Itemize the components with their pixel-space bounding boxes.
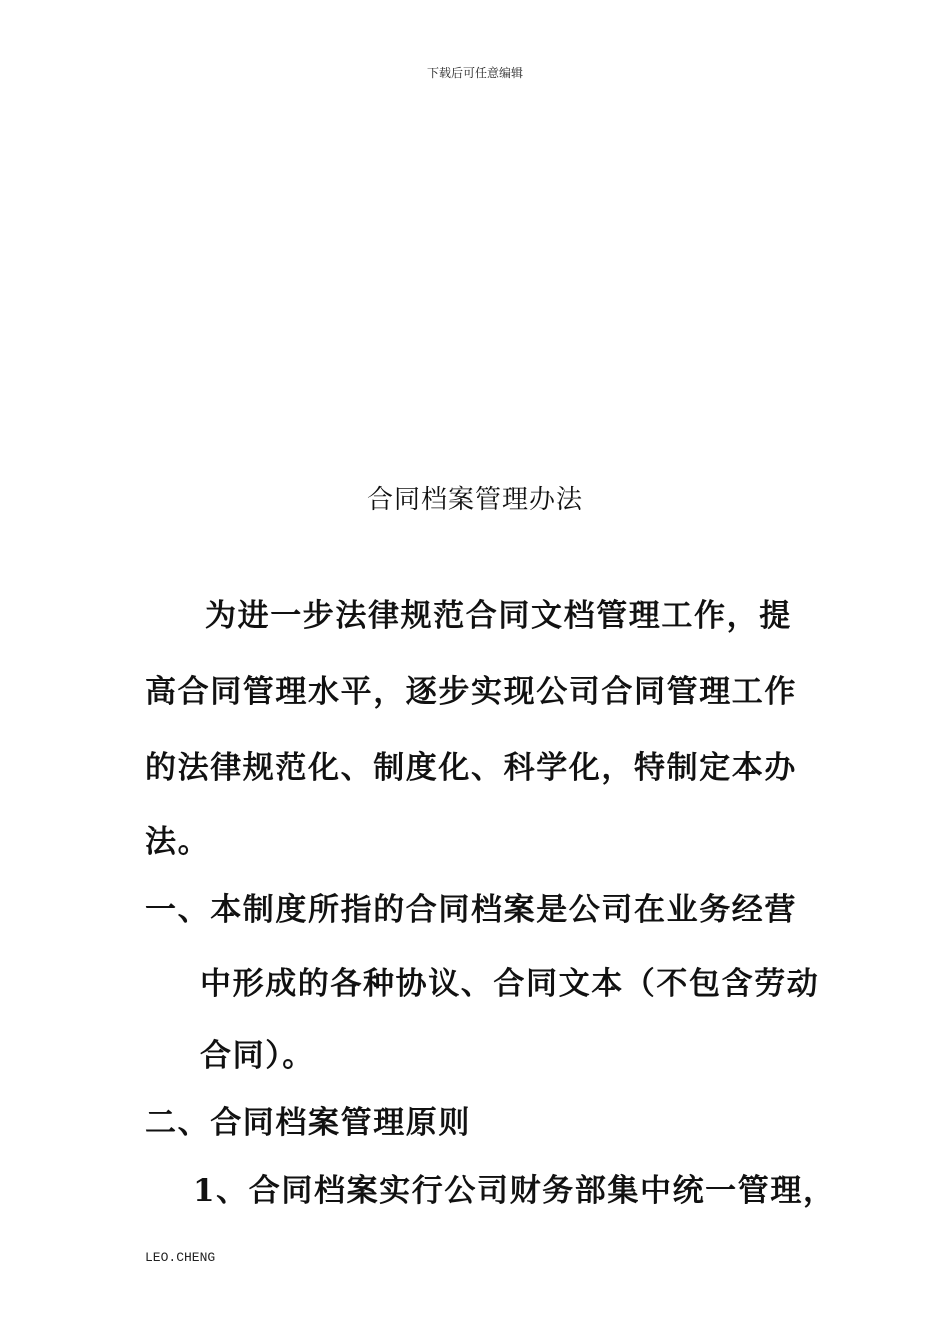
document-title: 合同档案管理办法 bbox=[366, 485, 583, 515]
paragraph-line: 法。 bbox=[145, 824, 211, 860]
paragraph-line: 高合同管理水平，逐步实现公司合同管理工作 bbox=[145, 674, 797, 710]
paragraph-line: 中形成的各种协议、合同文本（不包含劳动 bbox=[200, 966, 820, 1002]
paragraph-line: 合同）。 bbox=[200, 1038, 315, 1074]
paragraph-line: 为进一步法律规范合同文档管理工作，提 bbox=[205, 598, 792, 634]
page-footer: LEO.CHENG bbox=[145, 1250, 216, 1265]
paragraph-line: 的法律规范化、制度化、科学化，特制定本办 bbox=[145, 750, 797, 786]
section-heading-2: 二、合同档案管理原则 bbox=[145, 1105, 471, 1141]
section-heading-1: 一、本制度所指的合同档案是公司在业务经营 bbox=[145, 892, 797, 928]
list-item: 1、合同档案实行公司财务部集中统一管理， bbox=[193, 1173, 836, 1209]
page-header: 下载后可任意编辑 bbox=[426, 66, 523, 80]
